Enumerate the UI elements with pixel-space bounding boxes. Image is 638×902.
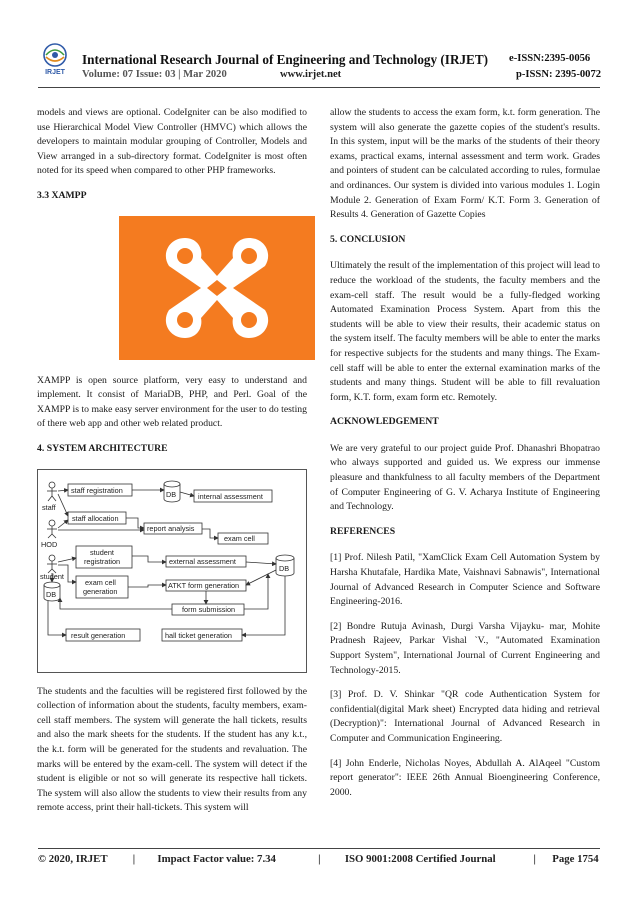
diagram-label-hod: HOD xyxy=(41,539,58,549)
hod-actor-icon xyxy=(47,520,57,538)
diagram-db-label: DB xyxy=(279,563,290,573)
diagram-staff-allocation: staff allocation xyxy=(72,513,119,523)
diagram-exam-cell-generation: generation xyxy=(83,586,118,596)
xampp-logo-icon xyxy=(119,216,315,360)
footer-separator: | xyxy=(533,853,536,865)
reference-1: [1] Prof. Nilesh Patil, "XamClick Exam Cell Automation System by Harsha Khutafale, Hardika Mate, Vaishnavi Sabnawis", International Journal of Advanced Research in Computer Science and Software Engineering-2016. xyxy=(330,552,600,608)
logo-text: IRJET xyxy=(45,69,65,76)
paragraph-architecture: The students and the faculties will be registered first followed by the collection of information about the students, faculty members, exam-cell staff members. The system will generate the hall tickets, results and also the mark sheets for the students. If the student has any k.t., the k.t. form will be generated for the students and revaluation. The marks will be entered by the exam-cell. The system will detect if the student is eligible or not so will generate its respective hall tickets. The system will also allow the students to view their results from any remote access, print their hall-tickets. This system will xyxy=(37,685,307,814)
heading-acknowledgement: ACKNOWLEDGEMENT xyxy=(330,416,439,428)
footer-divider xyxy=(38,848,600,849)
footer-page-number: Page 1754 xyxy=(552,853,599,865)
heading-references: REFERENCES xyxy=(330,525,396,537)
diagram-external-assessment: external assessment xyxy=(169,556,236,566)
diagram-exam-cell: exam cell xyxy=(224,533,255,543)
diagram-staff-registration: staff registration xyxy=(71,485,123,495)
system-architecture-diagram xyxy=(37,469,307,673)
footer-iso: ISO 9001:2008 Certified Journal xyxy=(344,853,496,865)
student-actor-icon xyxy=(47,555,57,573)
volume-issue: Volume: 07 Issue: 03 | Mar 2020 xyxy=(82,69,227,80)
left-column xyxy=(37,106,307,826)
diagram-db-label: DB xyxy=(46,589,57,599)
paragraph-acknowledgement: We are very grateful to our project guide Prof. Dhanashri Bhopatrao who always supported and guided us. We express our immense pleasure and thankfulness to all faculty members of the Department of Computer Engineering of G. V. Acharya Institute of Engineering and Technology. xyxy=(330,442,600,513)
paragraph-codeigniter: models and views are optional. CodeIgniter can be also modified to use Hierarchical Model View Controller (HMVC) which allows the developers to maintain modular grouping of Controller, Models and View arranged in a sub-directory format. CodeIgniter is most often noted for its speed when compared to other PHP frameworks. xyxy=(37,107,307,177)
footer-separator: | xyxy=(132,853,136,865)
page-footer xyxy=(38,853,600,865)
page-header xyxy=(0,0,638,92)
e-issn: e-ISSN:2395-0056 xyxy=(509,53,591,64)
diagram-result-generation: result generation xyxy=(71,630,126,640)
right-column xyxy=(330,106,600,810)
diagram-form-submission: form submission xyxy=(182,604,236,614)
journal-title: International Research Journal of Engineering and Technology (IRJET) xyxy=(82,52,489,67)
paragraph-continuation: allow the students to access the exam form, k.t. form generation. The system will also generate the gazette copies of the student's results. In this system, input will be the marks of the students of their theory exams, practical exams, internal assessment and term work. Grades and pointers of student can be calculated according to rules, formulae and ordinances. Our system is divided into various modules 1. Login Module 2. Generation of Exam Form/ K.T. Form 3. Generation of Results 4. Generation of Gazette Copies xyxy=(330,107,600,221)
footer-impact-factor: Impact Factor value: 7.34 xyxy=(157,853,276,865)
heading-xampp: 3.3 XAMPP xyxy=(37,189,87,201)
p-issn: p-ISSN: 2395-0072 xyxy=(516,69,602,80)
diagram-exam-cell-generation: exam cell xyxy=(85,577,116,587)
diagram-hall-ticket-generation: hall ticket generation xyxy=(165,630,232,640)
heading-conclusion: 5. CONCLUSION xyxy=(330,233,406,245)
reference-2: [2] Bondre Rutuja Avinash, Durgi Varsha Vijayku- mar, Mohite Pradnesh Rajeev, Parkar Vishal `V., "Automated Examination Support System", International Journal of Current Engineering and Technology-2015. xyxy=(330,620,600,676)
irjet-logo-icon xyxy=(38,42,72,76)
reference-3: [3] Prof. D. V. Shinkar "QR code Authentication System for confidential(digital Mark sheet) Encrypted data hiding and retrieval (Decryption)": International Journal of Advanced Research in Computer and Communication Engineering. xyxy=(330,689,600,744)
paragraph-xampp: XAMPP is open source platform, very easy to understand and implement. It consist of MariaDB, PHP, and Perl. Goal of the XAMPP is to make easy server environment for the user to do testing of there web app and other web related product. xyxy=(37,374,307,430)
paragraph-conclusion: Ultimately the result of the implementation of this project will lead to reduce the workload of the students, the faculty members and the exam-cell staff. The result would be a fully-fledged working Automated Examination Process System. Apart from this the students will be able to view their results, their academic status on the system itself. The faculty members will be able to enter the marks for respective subjects for the students and many things. The Exam-cell staff will be able to enter the external examination marks of the students and many things. Student will be able to fill revaluation form, K.T. form, exam form etc. Remotely. xyxy=(330,260,600,403)
diagram-label-staff: staff xyxy=(42,502,56,512)
diagram-label-student: student xyxy=(40,571,64,581)
diagram-report-analysis: report analysis xyxy=(147,523,195,533)
journal-website-link[interactable]: www.irjet.net xyxy=(280,69,342,80)
staff-actor-icon xyxy=(47,482,57,501)
diagram-student-registration: student xyxy=(90,547,114,557)
diagram-internal-assessment: internal assessment xyxy=(198,491,263,501)
footer-separator: | xyxy=(318,853,321,865)
heading-system-architecture: 4. SYSTEM ARCHITECTURE xyxy=(37,442,168,454)
reference-4: [4] John Enderle, Nicholas Noyes, Abdullah A. AlAqeel "Custom report generator": IEEE 26th Annual Bioengineering Conference, 2000. xyxy=(330,757,600,798)
diagram-atkt-form-generation: ATKT form generation xyxy=(168,580,240,590)
footer-copyright: © 2020, IRJET xyxy=(38,853,108,865)
header-divider xyxy=(38,87,600,88)
diagram-student-registration: registration xyxy=(84,556,121,566)
diagram-db-label: DB xyxy=(166,489,177,499)
